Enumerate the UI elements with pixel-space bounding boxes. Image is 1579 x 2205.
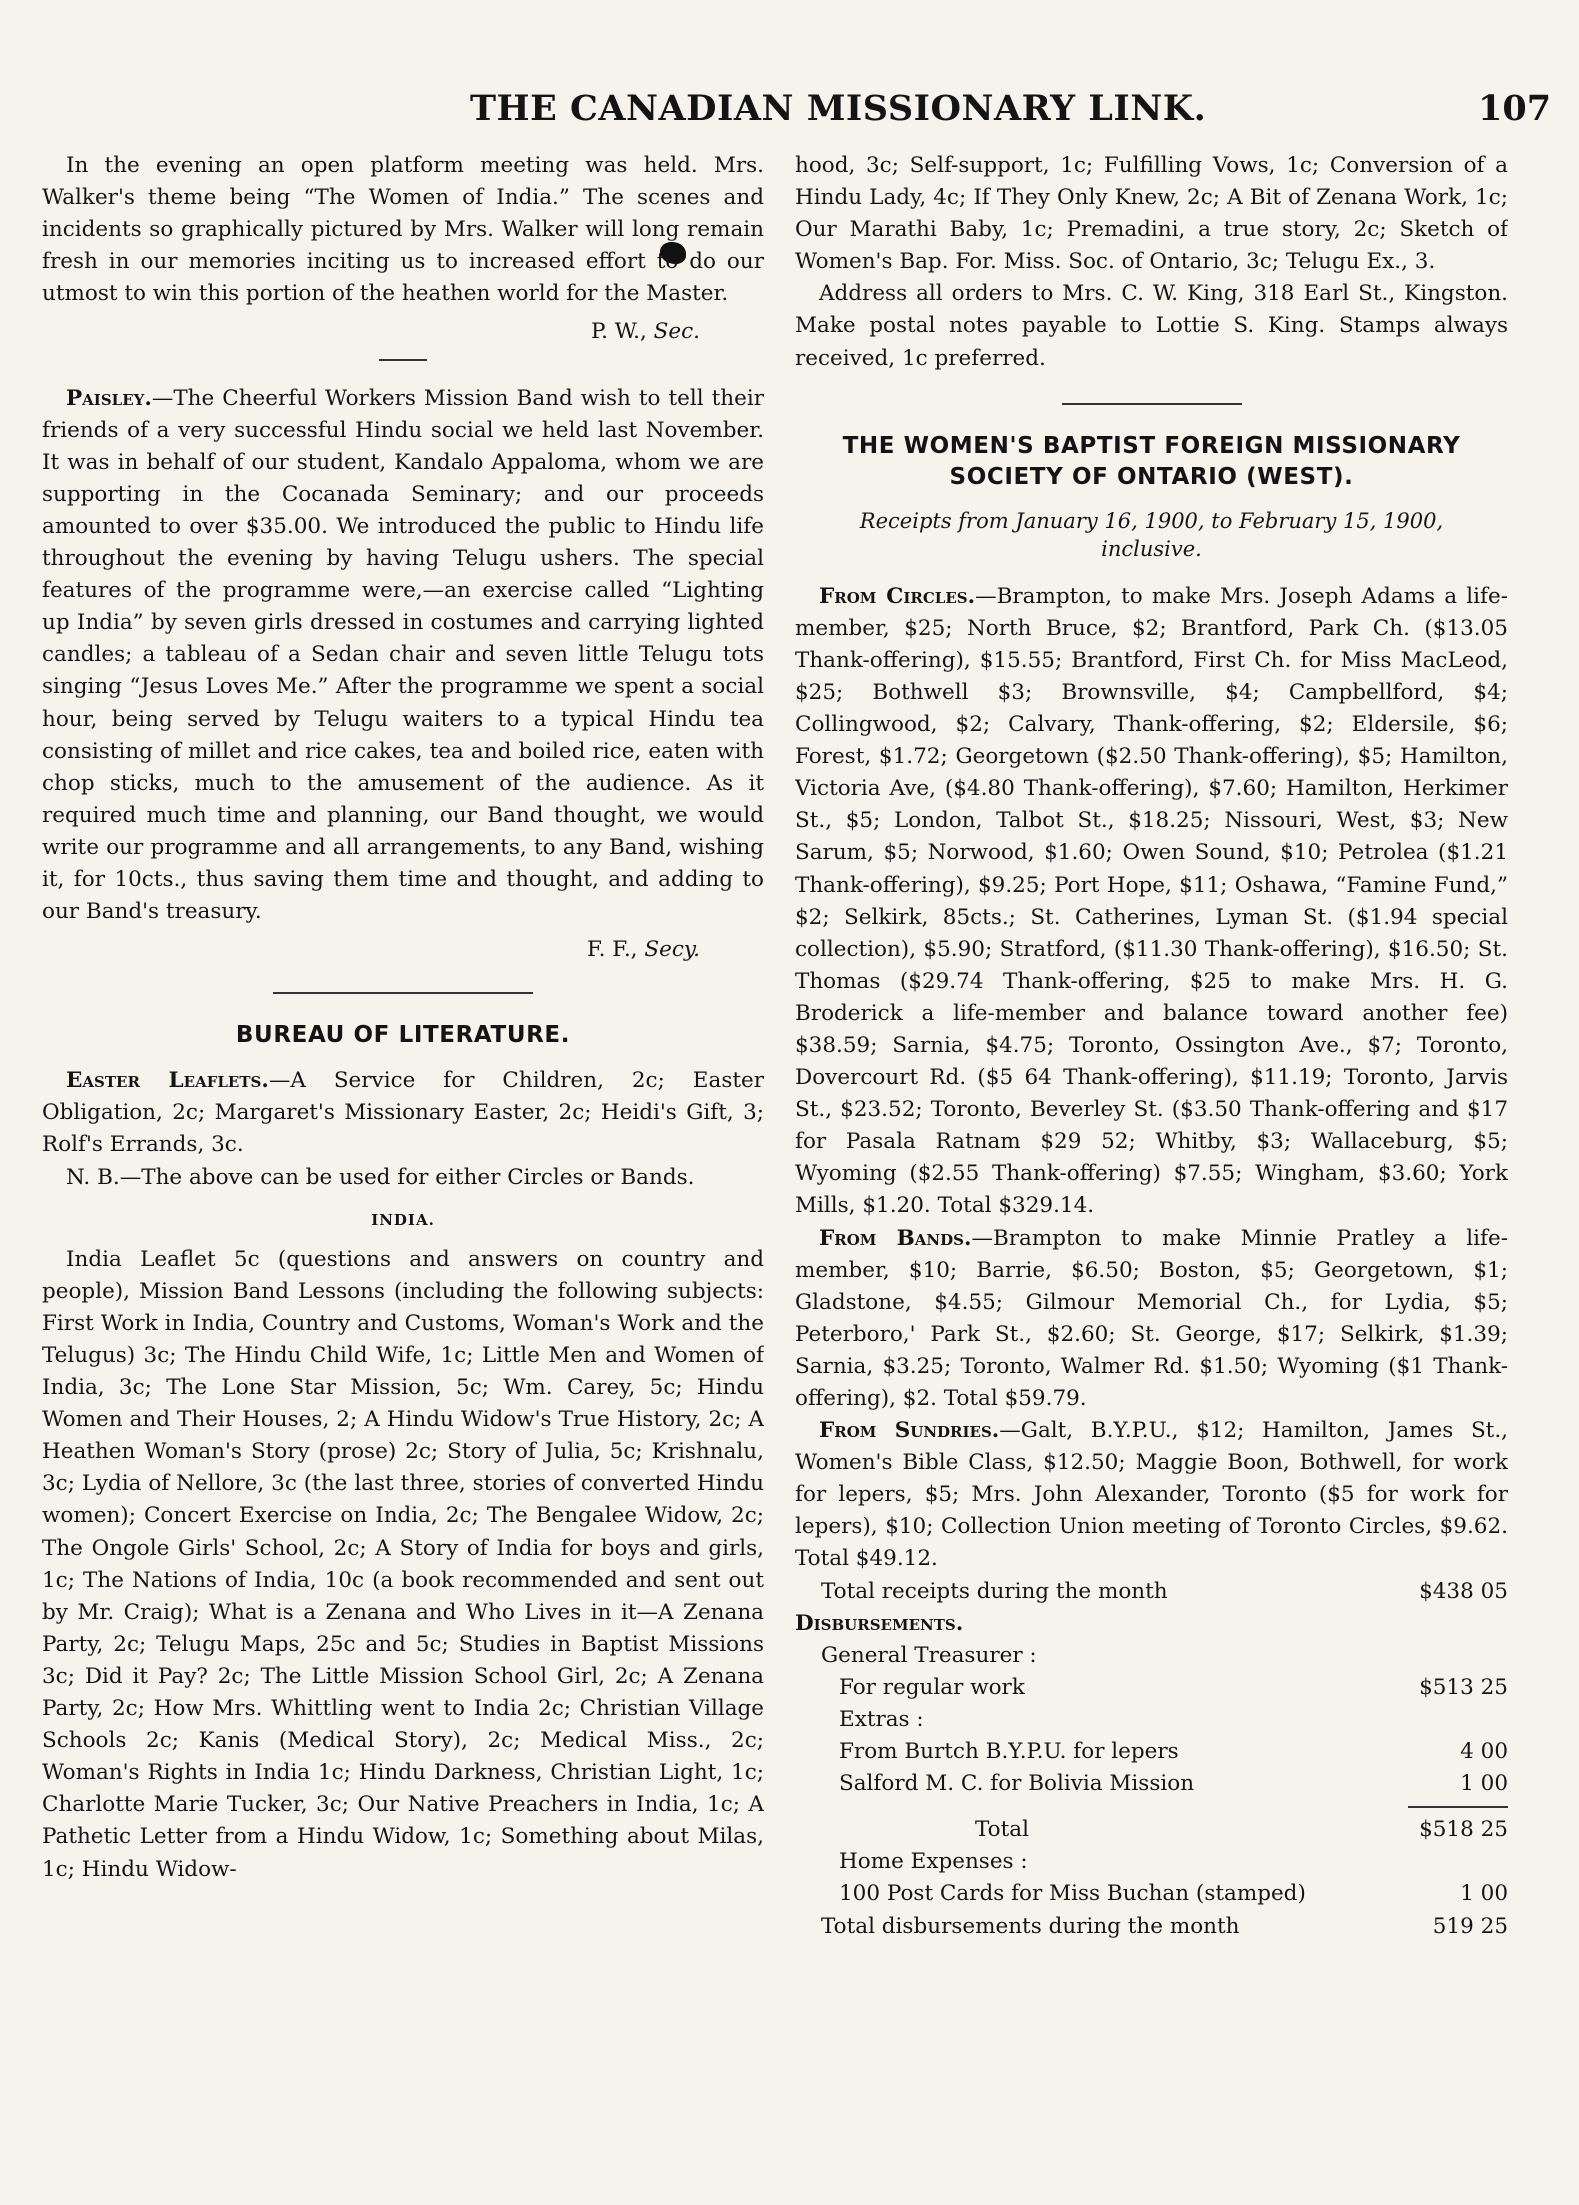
bureau-heading: BUREAU OF LITERATURE. (235, 1022, 571, 1049)
ledger-label: 100 Post Cards for Miss Buchan (stamped) (839, 1881, 1306, 1907)
divider (379, 359, 427, 361)
ledger-row (795, 1911, 1508, 1943)
easter-lead: Easter Leaflets. (66, 1068, 269, 1094)
ledger-amount: 519 25 (1432, 1913, 1508, 1939)
ledger-label: Total (975, 1817, 1029, 1843)
signature-name: F. F., (587, 937, 638, 963)
running-header (0, 88, 1579, 148)
divider (273, 992, 533, 994)
easter-text: —A Service for Children, 2c; Easter Obligation, 2c; Margaret's Missionary Easter, 2c; Heidi's Gift, 3; Rolf's Errands, 3c. (42, 1068, 764, 1158)
bands-lead: From Bands. (819, 1225, 972, 1251)
ledger-row (795, 1672, 1508, 1704)
circles-lead: From Circles. (819, 583, 976, 609)
bands-paragraph (795, 1223, 1508, 1416)
ledger-row (795, 1768, 1508, 1800)
ledger (795, 1576, 1508, 1943)
circles-text: —Brampton, to make Mrs. Joseph Adams a life-member, $25; North Bruce, $2; Brantford, Park Ch. ($13.05 Thank-offering), $15.55; Brantford, First Ch. for Miss MacLeod, $25; Bothwell $3; Brownsville, $4; Campbellford, $4; Collingwood, $2; Calvary, Thank-offering, $2; Eldersile, $6; Forest, $1.72; Georgetown ($2.50 Thank-offering), $5; Hamilton, Victoria Ave, ($4.80 Thank-offering), $7.60; Hamilton, Herkimer St., $5; London, Talbot St., $18.25; Nissouri, West, $3; New Sarum, $5; Norwood, $1.60; Owen Sound, $10; Petrolea ($1.21 Thank-offering), $9.25; Port Hope, $11; Oshawa, “Famine Fund,” $2; Selkirk, 85cts.; St. Catherines, Lyman St. ($1.94 special collection), $5.90; Stratford, ($11.30 Thank-offering), $16.50; St. Thomas ($29.74 Thank-offering, $25 to make Mrs. H. G. Broderick a life-member and balance toward another fee) $38.59; Sarnia, $4.75; Toronto, Ossington Ave., $7; Toronto, Dovercourt Rd. ($5 64 Thank-offering), $11.19; Toronto, Jarvis St., $23.52; Toronto, Beverley St. ($3.50 Thank-offering and $17 for Pasala Ratnam $29 52; Whitby, $3; Wallaceburg, $5; Wyoming ($2.55 Thank-offering) $7.55; Wingham, $3.60; York Mills, $1.20. Total $329.14. (795, 583, 1508, 1219)
ledger-row (795, 1878, 1508, 1910)
easter-leaflets-paragraph (42, 1065, 764, 1161)
paisley-paragraph (42, 383, 764, 929)
running-title: THE CANADIAN MISSIONARY LINK. (470, 88, 1207, 129)
ledger-label: Total receipts during the month (821, 1578, 1168, 1604)
ledger-row (795, 1576, 1508, 1608)
ledger-amount: $438 05 (1419, 1578, 1508, 1604)
sundries-lead: From Sundries. (819, 1418, 1000, 1444)
ledger-amount: $513 25 (1419, 1674, 1508, 1700)
paisley-lead: Paisley. (66, 385, 152, 411)
sundries-text: —Galt, B.Y.P.U., $12; Hamilton, James St., Women's Bible Class, $12.50; Maggie Boon, Bothwell, for work for lepers, $5; Mrs. John Alexander, Toronto ($5 for work for lepers), $10; Collection Union meeting of Toronto Circles, $9.62. Total $49.12. (795, 1418, 1508, 1572)
sundries-paragraph (795, 1415, 1508, 1575)
bands-text: —Brampton to make Minnie Pratley a life-member, $10; Barrie, $6.50; Boston, $5; Georgetown, $1; Gladstone, $4.55; Gilmour Memorial Ch., for Lydia, $5; Peterboro,' Park St., $2.60; St. George, $17; Selkirk, $1.39; Sarnia, $3.25; Toronto, Walmer Rd. $1.50; Wyoming ($1 Thank-offering), $2. Total $59.79. (795, 1225, 1508, 1411)
evening-meeting-paragraph: In the evening an open platform meeting was held. Mrs. Walker's theme being “The Women of India.” The scenes and incidents so graphically pictured by Mrs. Walker will long remain fresh in our memories inciting us to increased effort to do our utmost to win this portion of the heathen world for the Master. (42, 153, 764, 307)
left-column (42, 150, 764, 2130)
address-paragraph: Address all orders to Mrs. C. W. King, 318 Earl St., Kingston. Make postal notes payable to Lottie S. King. Stamps always received, 1c preferred. (795, 281, 1508, 371)
ledger-label: Total disbursements during the month (821, 1913, 1240, 1939)
sum-rule (1408, 1806, 1508, 1808)
home-expenses-label: Home Expenses : (839, 1849, 1028, 1875)
society-heading: THE WOMEN'S BAPTIST FOREIGN MISSIONARY SOCIETY OF ONTARIO (WEST). (842, 432, 1461, 490)
india-list-paragraph: India Leaflet 5c (questions and answers on country and people), Mission Band Lessons (including the following subjects: First Work in India, Country and Customs, Woman's Work and the Telugus) 3c; The Hindu Child Wife, 1c; Little Men and Women of India, 3c; The Lone Star Mission, 5c; Wm. Carey, 5c; Hindu Women and Their Houses, 2; A Hindu Widow's True History, 2c; A Heathen Woman's Story (prose) 2c; Story of Julia, 5c; Krishnalu, 3c; Lydia of Nellore, 3c (the last three, stories of converted Hindu women); Concert Exercise on India, 2c; The Bengalee Widow, 2c; The Ongole Girls' School, 2c; A Story of India for boys and girls, 1c; The Nations of India, 10c (a book recommended and sent out by Mr. Craig); What is a Zenana and Who Lives in it—A Zenana Party, 2c; Telugu Maps, 25c and 5c; Studies in Baptist Missions 3c; Did it Pay? 2c; The Little Mission School Girl, 2c; A Zenana Party, 2c; How Mrs. Whittling went to India 2c; Christian Village Schools 2c; Kanis (Medical Story), 2c; Medical Miss., 2c; Woman's Rights in India 1c; Hindu Darkness, Christian Light, 1c; Charlotte Marie Tucker, 3c; Our Native Preachers in India, 1c; A Pathetic Letter from a Hindu Widow, 1c; Something about Milas, 1c; Hindu Widow- (42, 1246, 764, 1882)
india-subheading: INDIA. (371, 1210, 435, 1229)
ledger-label: From Burtch B.Y.P.U. for lepers (839, 1739, 1179, 1765)
ledger-amount: 4 00 (1460, 1739, 1508, 1765)
ledger-row (795, 1814, 1508, 1846)
ledger-amount: 1 00 (1460, 1881, 1508, 1907)
continuation-paragraph: hood, 3c; Self-support, 1c; Fulfilling Vows, 1c; Conversion of a Hindu Lady, 4c; If They Only Knew, 2c; A Bit of Zenana Work, 1c; Our Marathi Baby, 1c; Premadini, a true story, 2c; Sketch of Women's Bap. For. Miss. Soc. of Ontario, 3c; Telugu Ex., 3. (795, 153, 1508, 275)
general-treasurer-label: General Treasurer : (821, 1642, 1037, 1668)
signature-role: Sec. (653, 319, 700, 345)
disbursements-heading: Disbursements. (795, 1610, 964, 1636)
signature-role: Secy. (644, 937, 700, 963)
signature-pw (42, 316, 700, 348)
receipts-subtitle: Receipts from January 16, 1900, to February 15, 1900, inclusive. (859, 508, 1444, 561)
ledger-row (795, 1736, 1508, 1768)
circles-paragraph (795, 581, 1508, 1223)
signature-ff (42, 934, 700, 966)
paisley-text: —The Cheerful Workers Mission Band wish to tell their friends of a very successful Hindu social we held last November. It was in behalf of our student, Kandalo Appaloma, whom we are supporting in the Cocanada Seminary; and our proceeds amounted to over $35.00. We introduced the public to Hindu life throughout the evening by having Telugu ushers. The special features of the programme were,—an exercise called “Lighting up India” by seven girls dressed in costumes and carrying lighted candles; a tableau of a Sedan chair and seven little Telugu tots singing “Jesus Loves Me.” After the programme we spent a social hour, being served by Telugu waiters to a typical Hindu tea consisting of millet and rice cakes, tea and boiled rice, eaten with chop sticks, much to the amusement of the audience. As it required much time and planning, our Band thought, we would write our programme and all arrangements, to any Band, wishing it, for 10cts., thus saving them time and thought, and adding to our Band's treasury. (42, 385, 764, 925)
nb-note: N. B.—The above can be used for either Circles or Bands. (66, 1164, 695, 1190)
divider (1062, 403, 1242, 405)
extras-label: Extras : (839, 1706, 924, 1732)
ledger-label: For regular work (839, 1674, 1025, 1700)
ledger-amount: $518 25 (1419, 1817, 1508, 1843)
ledger-amount: 1 00 (1460, 1771, 1508, 1797)
signature-name: P. W., (591, 319, 647, 345)
right-column (795, 150, 1508, 2130)
page-number: 107 (1478, 88, 1552, 129)
ledger-label: Salford M. C. for Bolivia Mission (839, 1771, 1195, 1797)
